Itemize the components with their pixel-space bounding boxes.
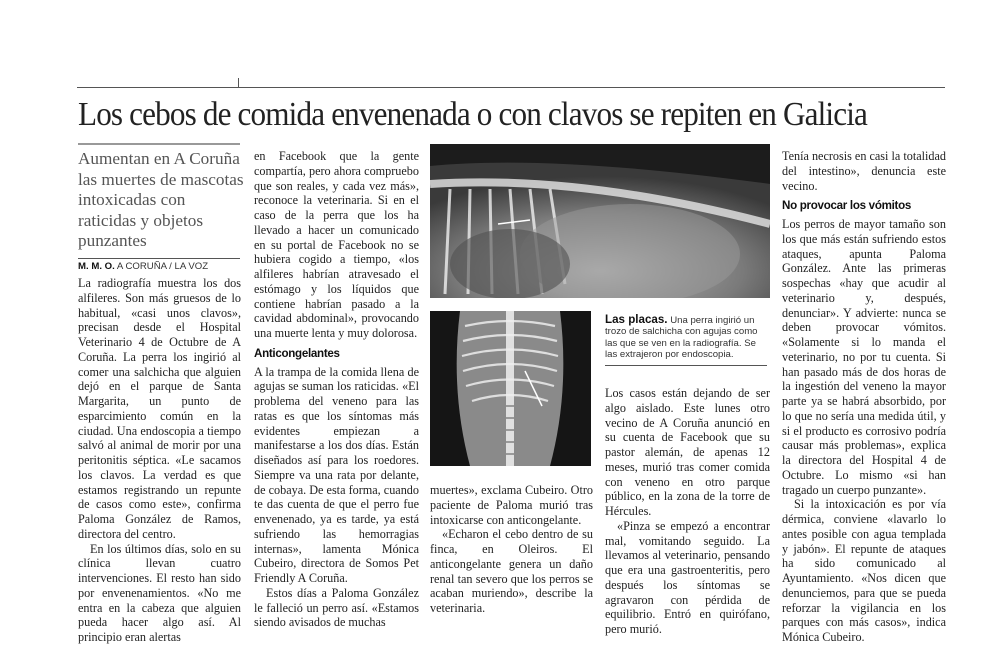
paragraph: muertes», exclama Cubeiro. Otro paciente de Paloma murió tras intoxicarse con anticongelante. [430,483,593,527]
xray-photo-lateral [430,144,770,298]
paragraph: Tenía necrosis en casi la totalidad del intestino», denuncia este vecino. [782,149,946,193]
xray-photo-ventrodorsal [430,311,591,466]
column-3 [430,483,593,616]
byline [78,261,208,272]
top-rule-tick [238,78,239,87]
headline: Los cebos de comida envenenada o con clavos se repiten en Galicia [78,96,868,133]
paragraph: Si la intoxicación es por vía dérmica, conviene «lavarlo lo antes posible con agua templada y jabón». El repunte de ataques ha sido comunicado al Ayuntamiento. «Nos dicen que denunciemos, para que se pueda reforzar la vigilancia en los parques con más casos», indica Mónica Cubeiro. [782,497,946,644]
paragraph: Los perros de mayor tamaño son los que más están sufriendo estos ataques, apunta Paloma González. Ante las primeras sospechas «hay que acudir al veterinario y, después, denunciar». Y advierte: nunca se deben provocar vómitos. «Solamente si lo manda el veterinario, no por tu cuenta. Si han pasado más de dos horas de la ingestión del veneno la mayor parte ya se habrá absorbido, por lo que no sería una medida útil, y si el producto es corrosivo podría causar más problemas», explica la directora del Hospital 4 de Octubre. Lo mismo «si han tragado un cuerpo punzante». [782,217,946,497]
paragraph: Estos días a Paloma González le falleció un perro así. «Estamos siendo avisados de muchas [254,585,419,630]
caption-lead: Las placas. [605,313,668,326]
paragraph: Los casos están dejando de ser algo aislado. Este lunes otro vecino de A Coruña anunció en su cuenta de Facebook que su pastor alemán, de apenas 12 meses, murió tras comer comida con veneno en otro parque público, en la zona de la torre de Hércules. [605,386,770,518]
column-2 [254,149,419,630]
column-4 [605,386,770,637]
subheadline-rule [78,143,240,145]
paragraph: «Echaron el cebo dentro de su finca, en Oleiros. El anticongelante genera un daño renal tan severo que los perros se acaban muriendo», describe la veterinaria. [430,527,593,615]
xray-ventrodorsal-image [430,311,591,466]
caption-rule [605,365,767,366]
section-heading-vomitos: No provocar los vómitos [782,199,912,213]
paragraph: A la trampa de la comida llena de agujas se suman los raticidas. «El problema del veneno para las ratas es que los síntomas más evidentes empiezan a manifestarse a los dos días. Están diseñados así para los roedores. Siempre va una rata por delante, de cobaya. De esta forma, cuando te das cuenta de que el perro fue envenenado, ya es tarde, ya está sufriendo las hemorragias internas», lamenta Mónica Cubeiro, directora de Somos Pet Friendly A Coruña. [254,364,419,585]
section-heading-anticongelantes: Anticongelantes [254,346,340,360]
column-5 [782,149,946,645]
xray-lateral-image [430,144,770,298]
top-rule [77,87,945,88]
byline-author: M. M. O. [78,261,115,272]
subheadline: Aumentan en A Coruña las muertes de mascotas intoxicadas con raticidas y objetos punzantes [78,149,244,251]
paragraph: «Pinza se empezó a encontrar mal, vomitando seguido. La llevamos al veterinario, pensando que era una gastroenteritis, pero después los síntomas se agravaron con pérdida de equilibrio. Entró en quirófano, pero murió. [605,518,770,636]
byline-rule [78,258,240,259]
byline-location: A CORUÑA / LA VOZ [116,261,209,272]
paragraph: La radiografía muestra los dos alfileres. Son más gruesos de lo habitual, «casi unos clavos», precisan desde el Hospital Veterinario 4 de Octubre de A Coruña. La perra los ingirió al comer una salchicha que alguien dejó en el parque de Santa Margarita, un punto de esparcimiento común en la ciudad. Una endoscopia a tiempo salvó al animal de morir por una peritonitis séptica. «Le sacamos los clavos. La verdad es que estamos registrando un repunte de casos como este», confirma Paloma González de Ramos, directora del centro. [78,276,241,541]
caption-text: Una perra ingirió un trozo de salchicha con agujas como las que se ven en la radiografía. Se las extrajeron por endoscopia. [605,315,758,361]
paragraph: En los últimos días, solo en su clínica llevan cuatro intervenciones. El resto han sido por envenenamientos. «No me entra en la cabeza que alguien pueda hacer algo así. Al principio eran alertas [78,541,241,644]
paragraph: en Facebook que la gente compartía, pero ahora compruebo que son reales, y cada vez más», reconoce la veterinaria. Si en el caso de la perra que los ha llevado a hacer un comunicado en su portal de Facebook no se hubiera cogido a tiempo, «los alfileres habrían atravesado el estómago y los líquidos que contiene habrían pasado a la cavidad abdominal», provocando una muerte lenta y muy dolorosa. [254,149,419,340]
column-1 [78,276,241,645]
photo-caption [605,314,770,361]
